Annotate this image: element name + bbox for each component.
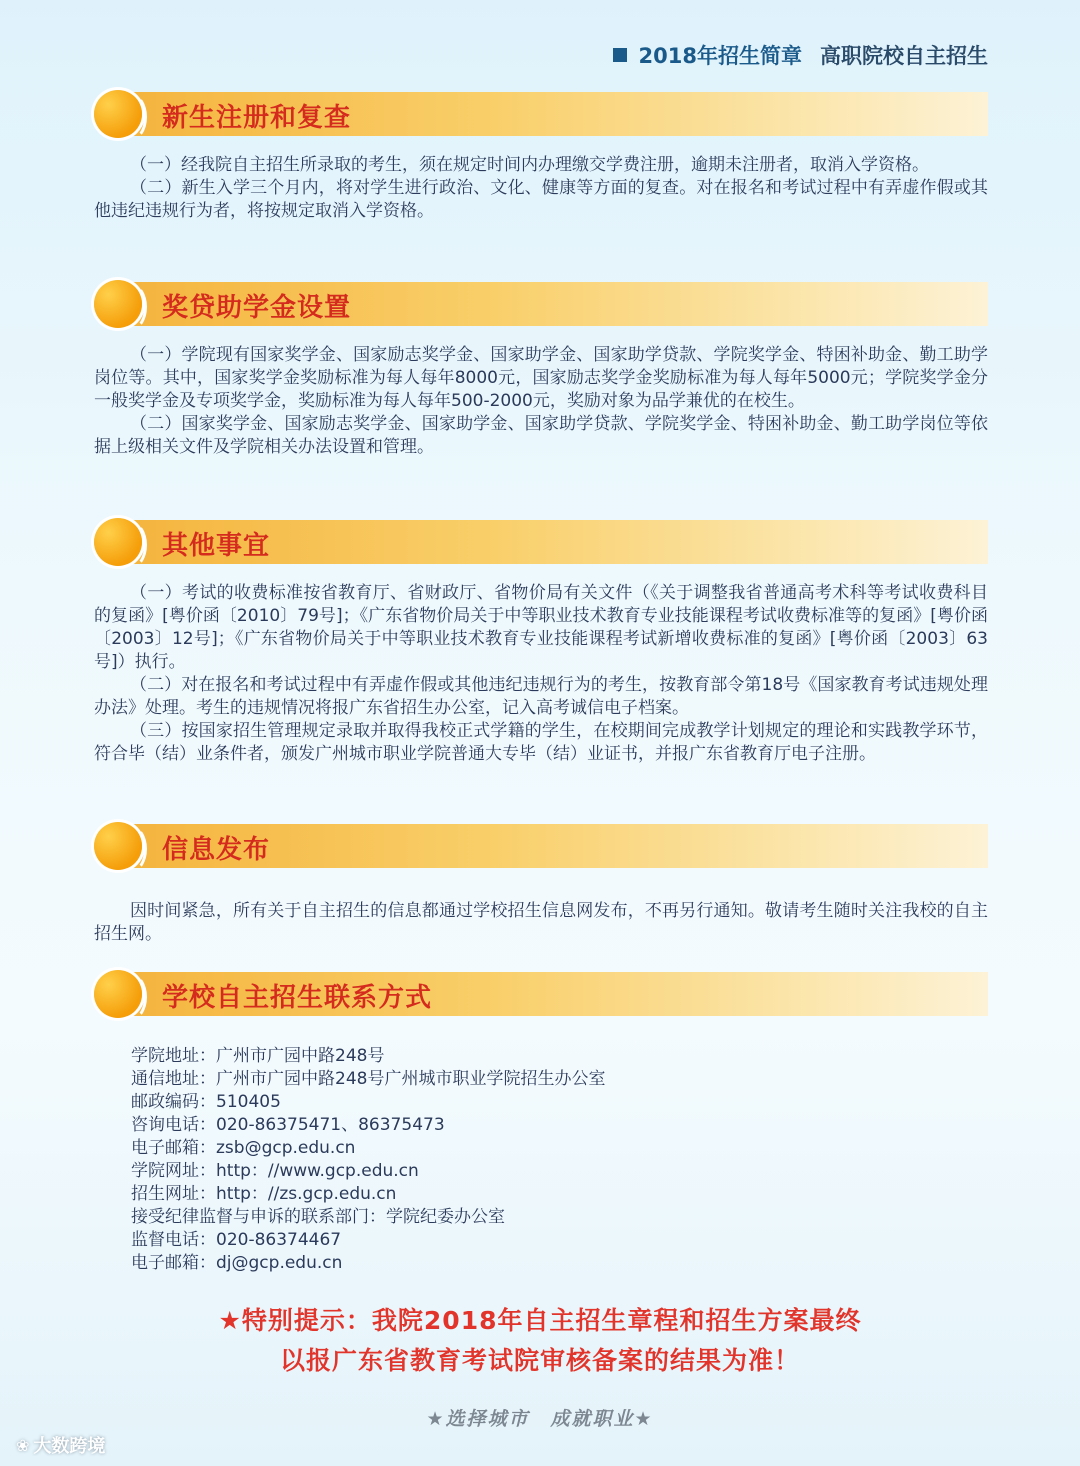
contact-value: 学院纪委办公室 — [386, 1207, 505, 1227]
contact-list — [131, 1045, 605, 1275]
section-other-matters — [94, 520, 988, 766]
watermark — [16, 1432, 105, 1458]
section-content — [94, 154, 988, 223]
section-bullet-icon — [94, 970, 142, 1018]
contact-value: 广州市广园中路248号 — [216, 1046, 385, 1066]
contact-label: 招生网址： — [131, 1184, 216, 1204]
section-title: 奖贷助学金设置 — [162, 293, 352, 323]
contact-row — [131, 1068, 605, 1091]
contact-row — [131, 1045, 605, 1068]
section-registration — [94, 92, 988, 223]
contact-value: 广州市广园中路248号广州城市职业学院招生办公室 — [216, 1069, 606, 1089]
header-title: 2018年招生简章 — [638, 44, 802, 68]
section-bullet-icon — [94, 822, 142, 870]
section-content — [94, 900, 988, 946]
section-bullet-icon — [94, 90, 142, 138]
contact-label: 接受纪律监督与申诉的联系部门： — [131, 1207, 386, 1227]
section-title: 其他事宜 — [162, 531, 271, 561]
paragraph: （二）对在报名和考试过程中有弄虚作假或其他违纪违规行为的考生，按教育部令第18号《国家教育考试违规处理办法》处理。考生的违规情况将报广东省招生办公室，记入高考诚信电子档案。 — [94, 675, 988, 718]
contact-label: 通信地址： — [131, 1069, 216, 1089]
section-title-bar — [94, 824, 988, 868]
header-subtitle: 高职院校自主招生 — [820, 44, 988, 68]
contact-label: 邮政编码： — [131, 1092, 216, 1112]
contact-value: 020-86375471、86375473 — [216, 1115, 445, 1135]
contact-row — [131, 1229, 605, 1252]
section-title-bar — [94, 972, 988, 1016]
header-square-icon — [613, 48, 627, 62]
section-title: 学校自主招生联系方式 — [162, 983, 433, 1013]
footer-slogan: ★选择城市 成就职业★ — [426, 1408, 654, 1430]
contact-value: http：//www.gcp.edu.cn — [216, 1161, 419, 1181]
contact-label: 电子邮箱： — [131, 1138, 216, 1158]
section-info-release — [94, 824, 988, 946]
section-title-bar — [94, 282, 988, 326]
paragraph: （二）国家奖学金、国家励志奖学金、国家助学金、国家助学贷款、学院奖学金、特困补助金、勤工助学岗位等依据上级相关文件及学院相关办法设置和管理。 — [94, 414, 988, 457]
contact-label: 监督电话： — [131, 1230, 216, 1250]
section-content — [94, 344, 988, 459]
paragraph: （二）新生入学三个月内，将对学生进行政治、文化、健康等方面的复查。对在报名和考试过程中有弄虚作假或其他违纪违规行为者，将按规定取消入学资格。 — [94, 178, 988, 221]
paragraph: （一）经我院自主招生所录取的考生，须在规定时间内办理缴交学费注册，逾期未注册者，取消入学资格。 — [130, 155, 929, 175]
contact-row — [131, 1206, 605, 1229]
section-title-bar — [94, 92, 988, 136]
section-contact — [94, 972, 988, 1016]
section-title: 信息发布 — [162, 835, 271, 865]
section-title-bar — [94, 520, 988, 564]
section-content — [94, 582, 988, 766]
paragraph: （三）按国家招生管理规定录取并取得我校正式学籍的学生，在校期间完成教学计划规定的理论和实践教学环节，符合毕（结）业条件者，颁发广州城市职业学院普通大专毕（结）业证书，并报广东省教育厅电子注册。 — [94, 721, 988, 764]
contact-label: 咨询电话： — [131, 1115, 216, 1135]
contact-row — [131, 1252, 605, 1275]
contact-row — [131, 1137, 605, 1160]
contact-row — [131, 1183, 605, 1206]
contact-label: 学院地址： — [131, 1046, 216, 1066]
watermark-text: 大数跨境 — [33, 1436, 106, 1457]
page-header — [613, 40, 988, 70]
contact-row — [131, 1091, 605, 1114]
paragraph: （一）考试的收费标准按省教育厅、省财政厅、省物价局有关文件（《关于调整我省普通高考术科等考试收费科目的复函》[粤价函〔2010〕79号]；《广东省物价局关于中等职业技术教育专业技能课程考试收费标准等的复函》[粤价函〔2003〕12号]；《广东省物价局关于中等职业技术教育专业技能课程考试新增收费标准的复函》[粤价函〔2003〕63号]）执行。 — [94, 583, 988, 672]
paragraph: 因时间紧急，所有关于自主招生的信息都通过学校招生信息网发布，不再另行通知。敬请考生随时关注我校的自主招生网。 — [94, 901, 988, 944]
contact-value: zsb@gcp.edu.cn — [216, 1138, 356, 1158]
contact-label: 学院网址： — [131, 1161, 216, 1181]
contact-row — [131, 1160, 605, 1183]
watermark-logo-icon: ❀ — [16, 1435, 30, 1455]
special-notice-line-1: ★特别提示：我院2018年自主招生章程和招生方案最终 — [218, 1306, 862, 1335]
contact-value: 020-86374467 — [216, 1230, 342, 1250]
section-bullet-icon — [94, 280, 142, 328]
section-bullet-icon — [94, 518, 142, 566]
contact-value: dj@gcp.edu.cn — [216, 1253, 343, 1273]
contact-value: http：//zs.gcp.edu.cn — [216, 1184, 397, 1204]
contact-row — [131, 1114, 605, 1137]
paragraph: （一）学院现有国家奖学金、国家励志奖学金、国家助学金、国家助学贷款、学院奖学金、特困补助金、勤工助学岗位等。其中，国家奖学金奖励标准为每人每年8000元，国家励志奖学金奖励标准为每人每年5000元；学院奖学金分一般奖学金及专项奖学金，奖励标准为每人每年500-2000元，奖励对象为品学兼优的在校生。 — [94, 345, 988, 411]
contact-value: 510405 — [216, 1092, 281, 1112]
special-notice-line-2: 以报广东省教育考试院审核备案的结果为准！ — [279, 1346, 800, 1375]
contact-label: 电子邮箱： — [131, 1253, 216, 1273]
section-scholarships — [94, 282, 988, 459]
section-title: 新生注册和复查 — [162, 103, 352, 133]
